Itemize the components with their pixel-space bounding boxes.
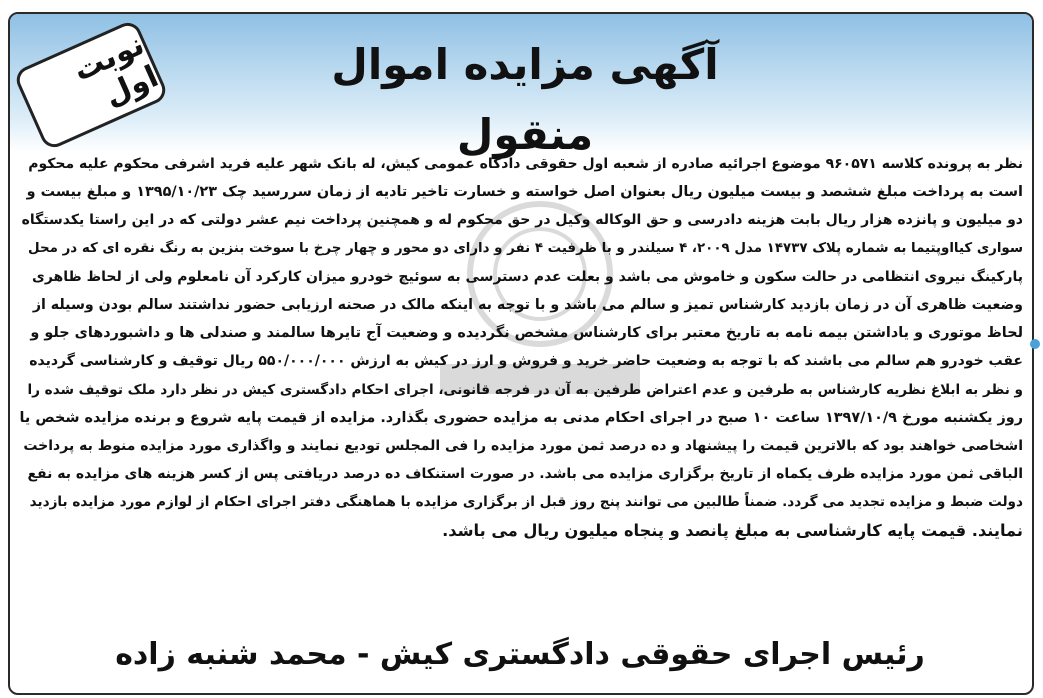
body-line: اشخاصی خواهند بود که بالاترین قیمت را پیشنهاد و ده درصد ثمن مورد مزایده را فی المجلس تودیع نمایند و واگذاری مورد مزایده منوط به پرداخت: [23, 438, 1023, 455]
body-line: دولت ضبط و مزایده تجدید می گردد. ضمناً طالبین می توانند پنج روز قبل از برگزاری مزایده با هماهنگی دفتر اجرای احکام از لوازم مورد مزایده بازدید: [29, 494, 1023, 511]
body-line: و نظر به ابلاغ نظریه کارشناس به طرفین و عدم اعتراض طرفین به آن در فرجه قانونی، اجرای احکام دادگستری کیش در نظر دارد ملک توقیف شده را: [27, 381, 1023, 398]
body-line: نظر به پرونده کلاسه ۹۶۰۵۷۱ موضوع اجرائیه صادره از شعبه اول حقوقی دادگاه عمومی کیش، له بانک شهر علیه فرید اشرفی محکوم علیه محکوم: [28, 156, 1023, 172]
body-line: دو میلیون و پانزده هزار ریال بابت هزینه دادرسی و حق الوکاله وکیل در حق محکوم له و همچنین پرداخت نیم عشر دولتی که در این راستا یکدستگاه: [21, 212, 1023, 229]
body-line: وضعیت ظاهری آن در زمان بازدید کارشناس تمیز و سالم می باشد و با توجه به اینکه مالک در صحنه ارزیابی حضور نداشتند سالم بودن وسیله از: [32, 297, 1023, 314]
body-line: نمایند. قیمت پایه کارشناسی به مبلغ پانصد و پنجاه میلیون ریال می باشد.: [442, 520, 1023, 540]
body-line: عقب خودرو هم سالم می باشند که با توجه به وضعیت حاضر خرید و فروش و ارز در کیش به ارزش ۵۵۰/۰۰۰/۰۰۰ ریال توقیف و کارشناسی گردیده: [29, 353, 1023, 370]
notice-title: آگهی مزایده اموال منقول: [331, 40, 719, 159]
notice-body: [20, 150, 1023, 545]
signature-line: رئیس اجرای حقوقی دادگستری کیش - محمد شنبه زاده: [115, 637, 925, 672]
body-line: روز یکشنبه مورخ ۱۳۹۷/۱۰/۹ ساعت ۱۰ صبح در اجرای احکام مدنی به مزایده حضوری بگذارد. مزایده از قیمت پایه شروع و برنده مزایده شخص یا: [19, 409, 1023, 426]
body-line: پارکینگ نیروی انتظامی در حالت سکون و خاموش می باشد و بعلت عدم دسترسی به سوئیچ خودرو میزان کارکرد آن نامعلوم ولی از لحاظ ظاهری: [32, 268, 1023, 285]
badge-label: نوبت اول: [68, 26, 164, 114]
body-line: لحاظ موتوری و یاداشتن بیمه نامه به تاریخ معتبر برای کارشناس مشخص نگردیده و وضعیت آج تایرها سالمند و صندلی ها و داشبوردهای جلو و: [30, 325, 1023, 342]
body-line: سواری کیااوپتیما به شماره پلاک ۱۴۷۳۷ مدل ۲۰۰۹، ۴ سیلندر و با ظرفیت ۴ نفر و دارای دو محور و چهار چرخ با سوخت بنزین به رنگ نقره ای که در محل: [28, 240, 1023, 256]
body-line: است به پرداخت مبلغ ششصد و بیست میلیون ریال بعنوان اصل خواسته و خسارت تاخیر تادیه از زمان سررسید چک ۱۳۹۵/۱۰/۲۳ و مبلغ بیست و: [26, 184, 1023, 201]
body-line: الباقی ثمن مورد مزایده ظرف یکماه از تاریخ برگزاری مزایده می باشد. در صورت استنکاف ده درصد دریافتی پس از کسر هزینه های مزایده به نفع: [27, 466, 1023, 483]
side-marker: [1030, 339, 1040, 349]
